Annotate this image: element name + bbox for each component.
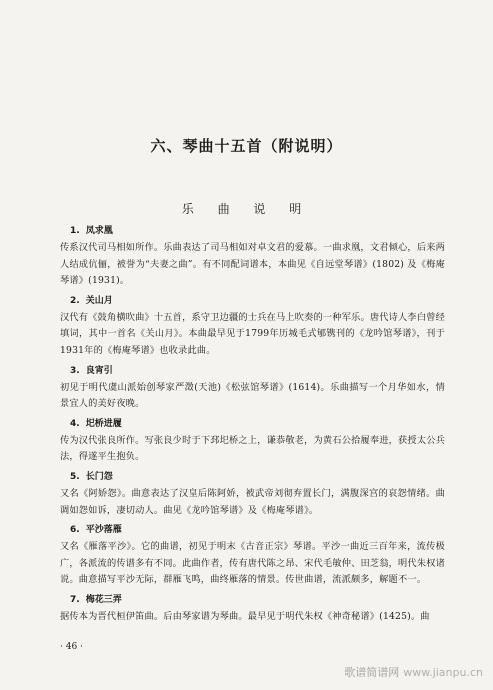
entry-heading [60, 292, 445, 310]
entry-number: 4. [70, 418, 80, 429]
entry-number: 5. [70, 471, 80, 482]
entry-title: 梅花三弄 [85, 594, 122, 605]
entry-title: 长门怨 [85, 471, 113, 482]
entry-title: 关山月 [85, 295, 113, 306]
entry-heading [60, 468, 445, 486]
entry-number: 2. [70, 295, 80, 306]
entry-title: 凤求凰 [85, 226, 113, 236]
entry-list [60, 222, 445, 628]
entry-heading [60, 222, 445, 240]
entry-heading [60, 415, 445, 433]
page-number: · 46 · [60, 642, 83, 652]
entry-title: 圯桥进履 [85, 418, 122, 429]
entry-body: 汉代有《鼓角横吹曲》十五首，系守卫边疆的士兵在马上吹奏的一种军乐。唐代诗人李白曾经填词，其中一首名《关山月》。本曲最早见于1799年历城毛式郇镌刊的《龙吟馆琴谱》，刊于1931年的《梅庵琴谱》也收录此曲。 [60, 311, 445, 356]
entry-item [60, 292, 445, 360]
section-title: 乐 曲 说 明 [181, 202, 312, 216]
entry-body: 又名《雁落平沙》。它的曲谱，初见于明末《古音正宗》琴谱。平沙一曲近三百年来，流传极广，各派流的传谱多有不同。此曲作者，传有唐代陈之昂、宋代毛敏仲、田芝翁，明代朱权诸说。曲意描写平沙无际，群雁飞鸣，曲终雁落的情景。传世曲谱，流派颇多，解题不一。 [60, 541, 445, 586]
entry-item [60, 591, 445, 626]
entry-number: 1. [70, 226, 80, 236]
entry-body: 传系汉代司马相如所作。乐曲表达了司马相如对卓文君的爱慕。一曲求凰，文君倾心，后来两人结成伉俪，被誉为“夫妻之曲”。有不同配词谱本，本曲见《自远堂琴谱》(1802) 及《梅庵琴谱》(1931)。 [60, 242, 445, 287]
entry-body: 据传本为晋代桓伊笛曲。后由琴家谱为琴曲。最早见于明代朱权《神奇秘谱》(1425)。曲 [60, 610, 430, 622]
entry-item [60, 415, 445, 466]
entry-number: 7. [70, 594, 80, 605]
watermark-url: www.jianpu.cn [403, 666, 483, 679]
entry-body: 初见于明代虞山派始创琴家严澂(天池)《松弦馆琴谱》(1614)。乐曲描写一个月华如水，情景宜人的美好夜晚。 [60, 381, 445, 410]
entry-heading [60, 362, 445, 380]
entry-body: 传为汉代张良所作。写张良少时于下邳圯桥之上，谦恭敬老，为黄石公拾履奉进，获授太公兵法，得遂平生抱负。 [60, 434, 445, 463]
entry-title: 良宵引 [85, 365, 113, 376]
entry-heading [60, 521, 445, 539]
entry-title: 平沙落雁 [85, 525, 122, 536]
entry-number: 3. [70, 365, 80, 376]
entry-item [60, 362, 445, 413]
watermark-site-name: 歌谱简谱网 [344, 666, 400, 679]
entry-item [60, 521, 445, 589]
entry-item [60, 222, 445, 290]
entry-number: 6. [70, 525, 80, 536]
chapter-title: 六、琴曲十五首（附说明） [150, 137, 343, 155]
watermark [344, 664, 483, 680]
entry-heading [60, 591, 445, 609]
entry-item [60, 468, 445, 519]
entry-body: 又名《阿娇怨》。曲意表达了汉皇后陈阿娇，被武帝刘彻弃置长门，满腹深宫的哀怨情绪。曲调如怨如诉，凄切动人。曲见《龙吟馆琴谱》及《梅庵琴谱》。 [60, 487, 445, 516]
